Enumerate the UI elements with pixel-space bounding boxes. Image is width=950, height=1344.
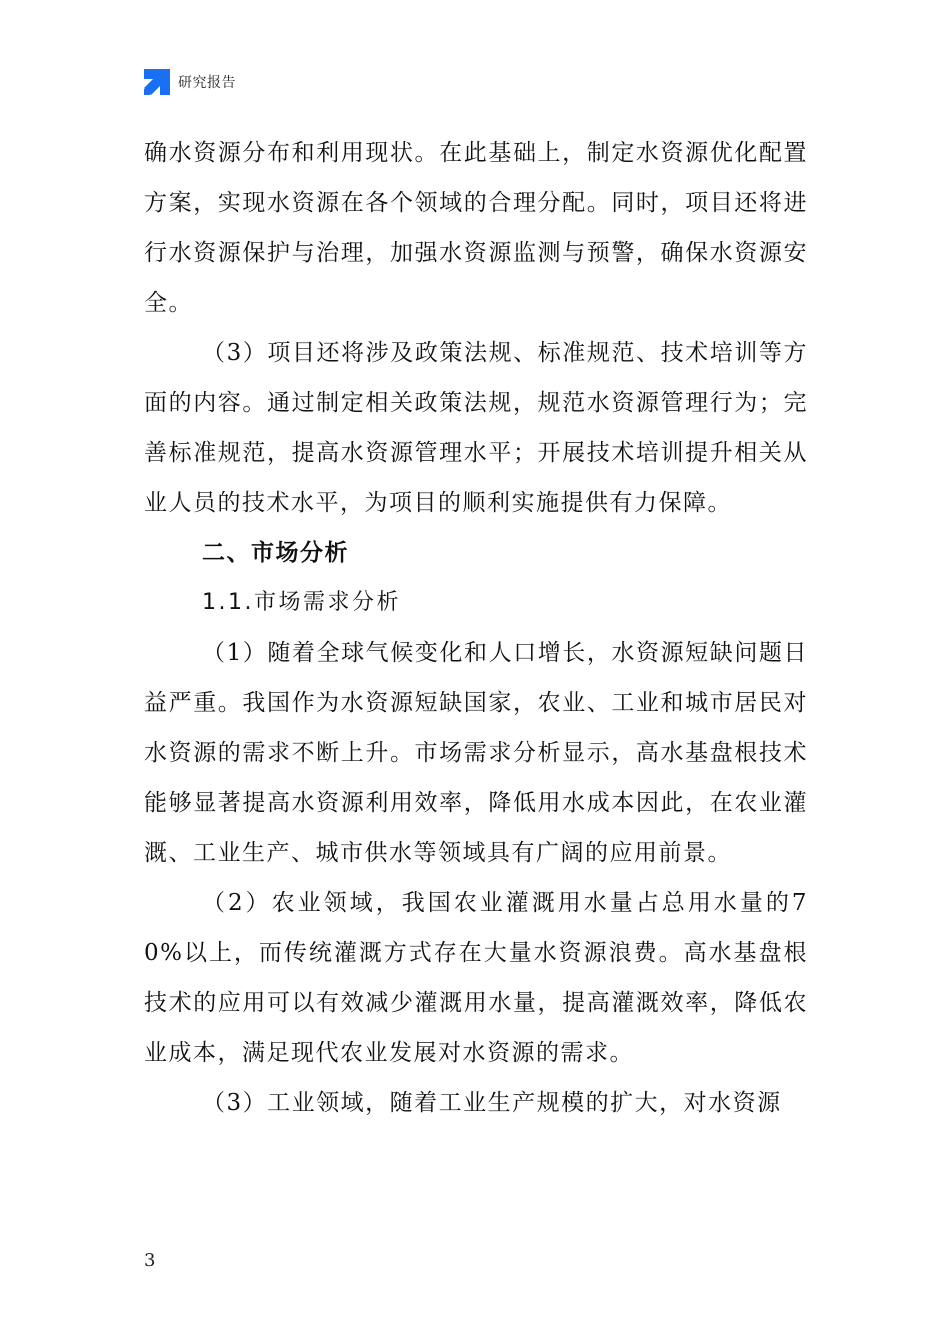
header-title: 研究报告	[178, 75, 236, 91]
page-number: 3	[144, 1250, 156, 1271]
market-paragraph-1: （1）随着全球气候变化和人口增长，水资源短缺问题日益严重。我国作为水资源短缺国家，农业、工业和城市居民对水资源的需求不断上升。市场需求分析显示，高水基盘根技术能够显著提高水资源利用效率，降低用水成本因此，在农业灌溉、工业生产、城市供水等领域具有广阔的应用前景。	[144, 640, 808, 866]
section-heading: 二、市场分析	[202, 540, 349, 566]
document-body	[144, 128, 808, 1128]
market-paragraph-3: （3）工业领域，随着工业生产规模的扩大，对水资源	[202, 1090, 782, 1116]
report-header	[144, 68, 236, 96]
subsection-heading: 1.1.市场需求分析	[202, 590, 401, 615]
paragraph-continuation: 确水资源分布和利用现状。在此基础上，制定水资源优化配置方案，实现水资源在各个领域的合理分配。同时，项目还将进行水资源保护与治理，加强水资源监测与预警，确保水资源安全。	[144, 140, 808, 316]
market-paragraph-2: （2）农业领域，我国农业灌溉用水量占总用水量的70%以上，而传统灌溉方式存在大量水资源浪费。高水基盘根技术的应用可以有效减少灌溉用水量，提高灌溉效率，降低农业成本，满足现代农业发展对水资源的需求。	[144, 890, 808, 1066]
paragraph-item-3: （3）项目还将涉及政策法规、标准规范、技术培训等方面的内容。通过制定相关政策法规，规范水资源管理行为；完善标准规范，提高水资源管理水平；开展技术培训提升相关从业人员的技术水平，为项目的顺利实施提供有力保障。	[144, 340, 808, 516]
arrow-logo-icon	[144, 69, 170, 95]
